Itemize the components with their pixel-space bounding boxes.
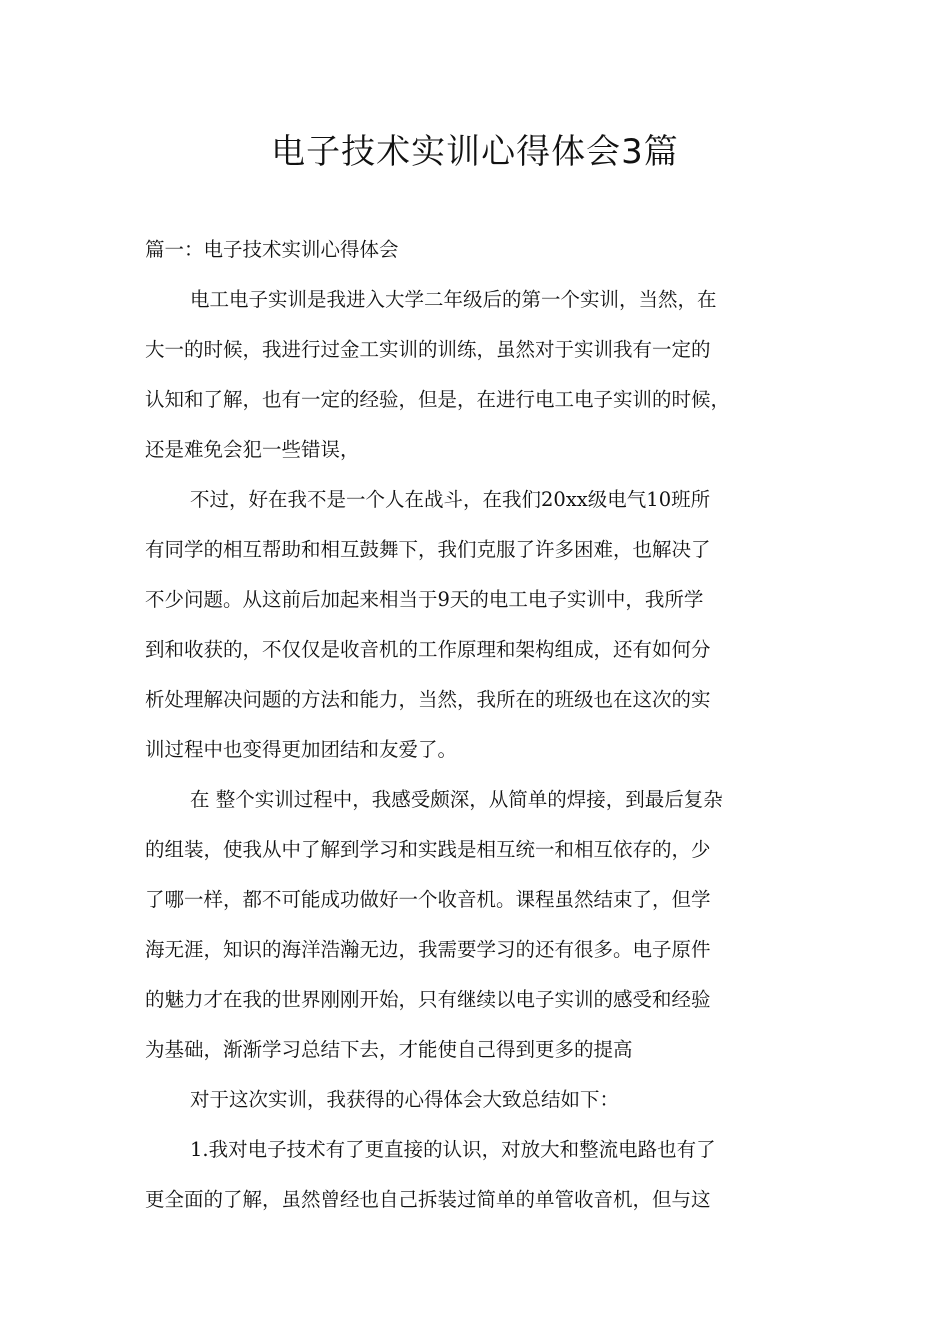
text-line: 训过程中也变得更加团结和友爱了。 [145,738,458,761]
text-line: 不少问题。从这前后加起来相当于9天的电工电子实训中，我所学 [145,588,704,611]
text-line: 的组装，使我从中了解到学习和实践是相互统一和相互依存的，少 [145,838,711,861]
text-line: 对于这次实训，我获得的心得体会大致总结如下： [190,1088,620,1111]
text-line: 1.我对电子技术有了更直接的认识，对放大和整流电路也有了 [190,1138,716,1161]
text-line: 析处理解决问题的方法和能力，当然，我所在的班级也在这次的实 [145,688,711,711]
text-line: 认知和了解，也有一定的经验，但是，在进行电工电子实训的时候， [145,388,731,411]
text-line: 为基础，渐渐学习总结下去，才能使自己得到更多的提高 [145,1038,633,1061]
text-line: 电工电子实训是我进入大学二年级后的第一个实训，当然，在 [190,288,717,311]
text-line: 在 整个实训过程中，我感受颇深，从简单的焊接，到最后复杂 [190,788,723,811]
text-line: 有同学的相互帮助和相互鼓舞下，我们克服了许多困难，也解决了 [145,538,711,561]
text-line: 海无涯，知识的海洋浩瀚无边，我需要学习的还有很多。电子原件 [145,938,711,961]
document-title: 电子技术实训心得体会3篇 [271,132,679,172]
text-line: 更全面的了解，虽然曾经也自己拆装过简单的单管收音机，但与这 [145,1188,711,1211]
text-line: 大一的时候，我进行过金工实训的训练，虽然对于实训我有一定的 [145,338,711,361]
text-line: 到和收获的，不仅仅是收音机的工作原理和架构组成，还有如何分 [145,638,711,661]
section-heading: 篇一：电子技术实训心得体会 [145,238,399,261]
text-line: 还是难免会犯一些错误， [145,438,360,461]
text-line: 了哪一样，都不可能成功做好一个收音机。课程虽然结束了，但学 [145,888,711,911]
text-line: 的魅力才在我的世界刚刚开始，只有继续以电子实训的感受和经验 [145,988,711,1011]
text-line: 不过，好在我不是一个人在战斗，在我们20xx级电气10班所 [190,488,711,511]
